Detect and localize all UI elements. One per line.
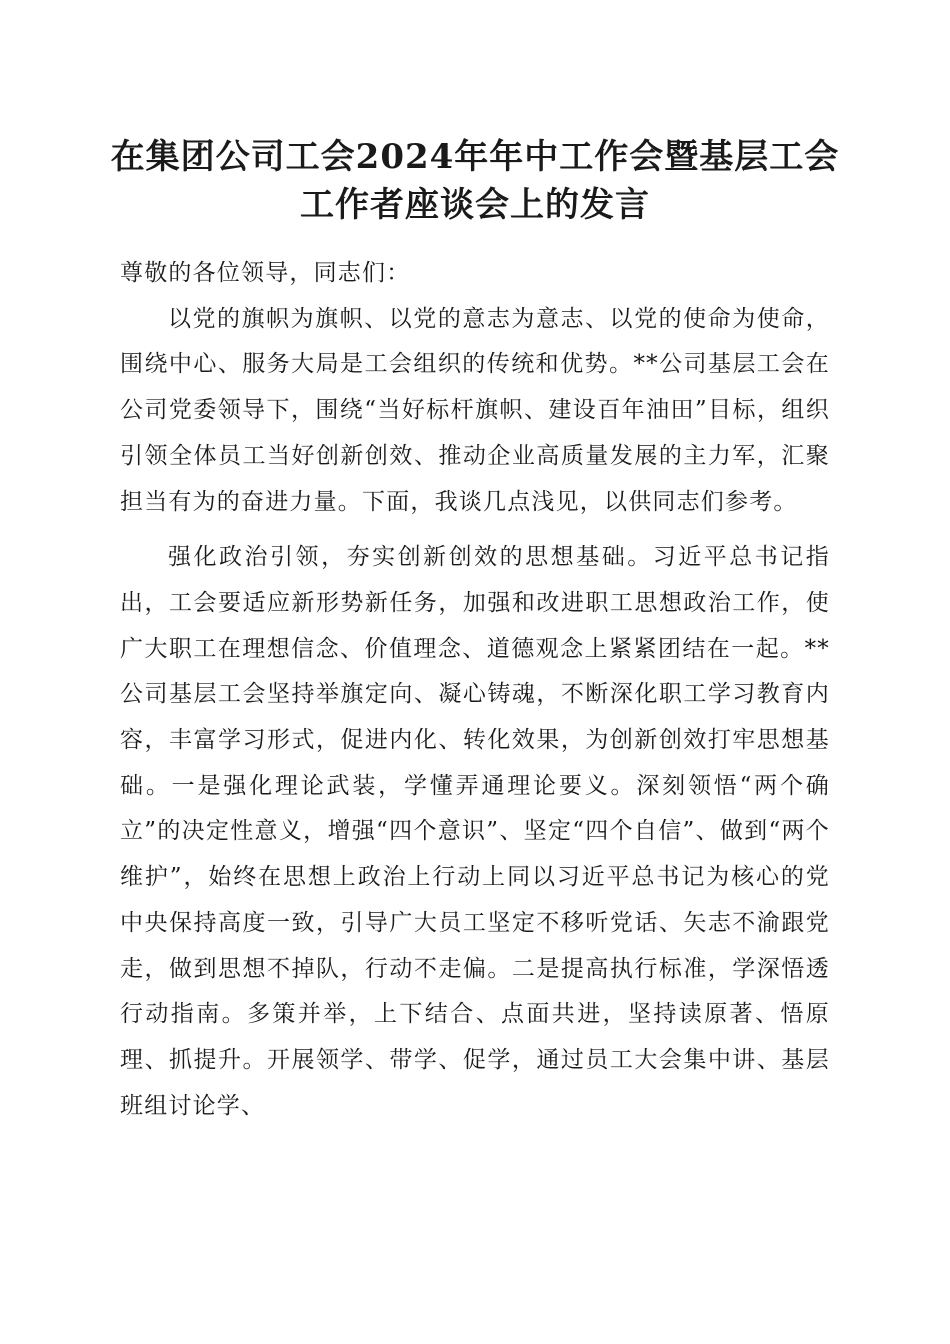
salutation: 尊敬的各位领导，同志们： (120, 260, 411, 286)
document-title: 在集团公司工会2024年年中工作会暨基层工会工作者座谈会上的发言 (110, 137, 840, 225)
document-body (120, 251, 830, 1129)
paragraph-intro: 以党的旗帜为旗帜、以党的意志为意志、以党的使命为使命，围绕中心、服务大局是工会组织的传统和优势。**公司基层工会在公司党委领导下，围绕“当好标杆旗帜、建设百年油田”目标，组织引领全体员工当好创新创效、推动企业高质量发展的主力军，汇聚担当有为的奋进力量。下面，我谈几点浅见，以供同志们参考。 (120, 305, 830, 515)
paragraph-political-guidance: 强化政治引领，夯实创新创效的思想基础。习近平总书记指出，工会要适应新形势新任务，加强和改进职工思想政治工作，使广大职工在理想信念、价值理念、道德观念上紧紧团结在一起。**公司基层工会坚持举旗定向、凝心铸魂，不断深化职工学习教育内容，丰富学习形式，促进内化、转化效果，为创新创效打牢思想基础。一是强化理论武装，学懂弄通理论要义。深刻领悟“两个确立”的决定性意义，增强“四个意识”、坚定“四个自信”、做到“两个维护”，始终在思想上政治上行动上同以习近平总书记为核心的党中央保持高度一致，引导广大员工坚定不移听党话、矢志不渝跟党走，做到思想不掉队，行动不走偏。二是提高执行标准，学深悟透行动指南。多策并举，上下结合、点面共进，坚持读原著、悟原理、抓提升。开展领学、带学、促学，通过员工大会集中讲、基层班组讨论学、 (120, 544, 830, 1119)
